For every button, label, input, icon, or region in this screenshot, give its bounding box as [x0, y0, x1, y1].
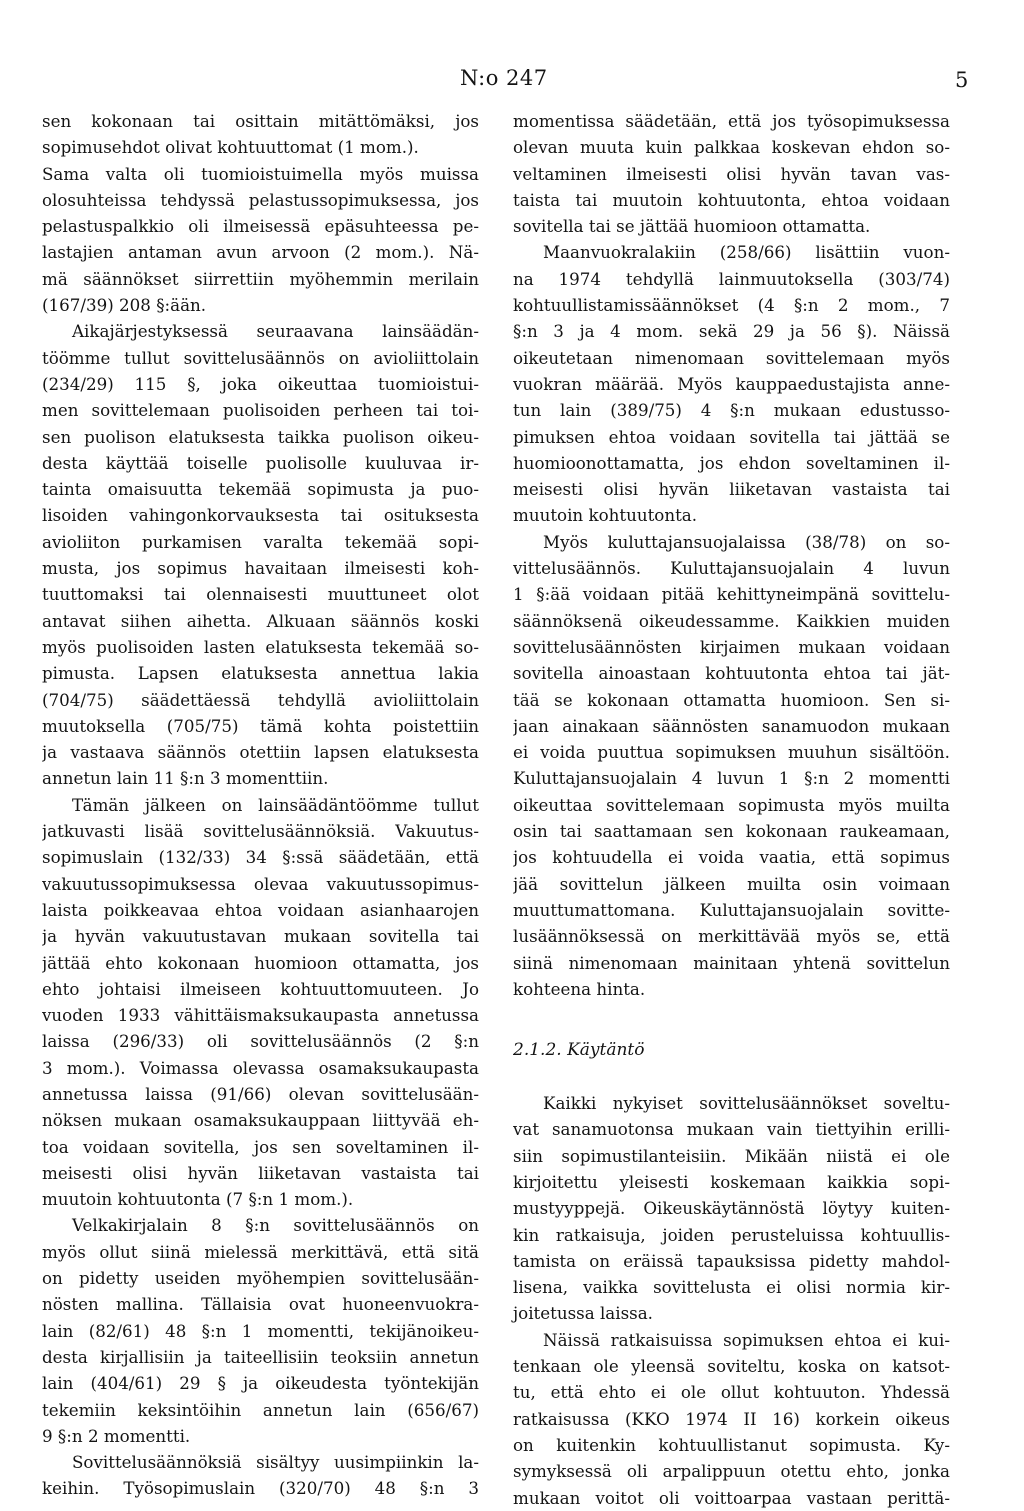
- text-line: Tämän jälkeen on lainsäädäntöömme tullut: [72, 794, 479, 815]
- text-line: na 1974 tehdyllä lainmuutoksella (303/74): [513, 268, 950, 289]
- text-line: sen puolison elatuksesta taikka puolison oikeu-: [42, 426, 479, 447]
- text-line: pelastuspalkkio oli ilmeisessä epäsuhteessa pe-: [42, 216, 479, 237]
- text-line: ja vastaava säännös otettiin lapsen elatuksesta: [42, 742, 479, 763]
- text-line: ratkaisussa (KKO 1974 II 16) korkein oikeus: [513, 1408, 950, 1429]
- text-line: myös ollut siinä mielessä merkittävä, että sitä: [42, 1241, 479, 1262]
- text-line: sovitella tai se jättää huomioon ottamatta.: [513, 216, 871, 237]
- text-line: Kuluttajansuojalain 4 luvun 1 §:n 2 momentti: [513, 768, 950, 789]
- text-line: sovittelusäännösten kirjaimen mukaan voidaan: [513, 636, 950, 657]
- text-line: lain (82/61) 48 §:n 1 momentti, tekijänoikeu-: [42, 1320, 479, 1341]
- text-line: siin sopimustilanteisiin. Mikään niistä ei ole: [513, 1145, 950, 1166]
- text-line: tuuttomaksi tai olennaisesti muuttuneet olot: [42, 584, 479, 605]
- text-line: muutoksella (705/75) tämä kohta poistettiin: [42, 715, 479, 736]
- text-line: muutoin kohtuutonta.: [513, 505, 698, 526]
- text-line: taista tai muutoin kohtuutonta, ehtoa voidaan: [513, 189, 950, 210]
- text-line: siinä nimenomaan mainitaan yhtenä sovittelun: [513, 952, 950, 973]
- text-line: meisesti olisi hyvän liiketavan vastaista tai: [513, 479, 950, 500]
- text-line: lisena, vaikka sovittelusta ei olisi normia kir-: [513, 1277, 950, 1298]
- text-line: muutoin kohtuutonta (7 §:n 1 mom.).: [42, 1189, 354, 1210]
- text-line: Myös kuluttajansuojalaissa (38/78) on so-: [543, 531, 950, 552]
- text-line: tun lain (389/75) 4 §:n mukaan edustusso-: [513, 400, 950, 421]
- text-line: Näissä ratkaisuissa sopimuksen ehtoa ei kui-: [543, 1329, 950, 1350]
- text-line: (704/75) säädettäessä tehdyllä avioliittolain: [42, 689, 479, 710]
- text-line: Sama valta oli tuomioistuimella myös muissa: [42, 163, 479, 184]
- text-line: lusäännöksessä on merkittävää myös se, että: [513, 926, 950, 947]
- text-line: vakuutussopimuksessa olevaa vakuutussopimus-: [42, 873, 479, 894]
- text-line: ei voida puuttua sopimuksen muuhun sisältöön.: [513, 742, 950, 763]
- text-line: joitetussa laissa.: [513, 1303, 653, 1324]
- text-line: mustyyppejä. Oikeuskäytännöstä löytyy kuiten-: [513, 1198, 950, 1219]
- text-line: veltaminen ilmeisesti olisi hyvän tavan vas-: [513, 163, 950, 184]
- text-line: mä säännökset siirrettiin myöhemmin merilain: [42, 268, 479, 289]
- text-line: osin tai saattamaan sen kokonaan raukeamaan,: [513, 821, 950, 842]
- text-line: vuokran määrää. Myös kauppaedustajista anne-: [513, 373, 950, 394]
- text-line: nösten mallina. Tällaisia ovat huoneenvuokra-: [42, 1294, 479, 1315]
- text-line: symyksessä oli arpalippuun otettu ehto, jonka: [513, 1461, 950, 1482]
- text-line: lisoiden vahingonkorvauksesta tai osituksesta: [42, 505, 479, 526]
- text-line: Kaikki nykyiset sovittelusäännökset soveltu-: [543, 1093, 950, 1114]
- text-line: tu, että ehto ei ole ollut kohtuuton. Yhdessä: [513, 1382, 950, 1403]
- text-line: nöksen mukaan osamaksukauppaan liittyvää eh-: [42, 1110, 479, 1131]
- text-line: myös puolisoiden lasten elatuksesta tekemää so-: [42, 636, 479, 657]
- text-line: säännöksenä oikeudessamme. Kaikkien muiden: [513, 610, 950, 631]
- text-line: 1 §:ää voidaan pitää kehittyneimpänä sovittelu-: [513, 584, 950, 605]
- text-line: kirjoitettu yleisesti koskemaan kaikkia sopi-: [513, 1171, 950, 1192]
- text-line: Sovittelusäännöksiä sisältyy uusimpiinkin la-: [72, 1452, 479, 1473]
- text-line: vat sanamuotonsa mukaan vain tiettyihin erilli-: [513, 1119, 950, 1140]
- text-line: (234/29) 115 §, joka oikeuttaa tuomioistui-: [42, 373, 479, 394]
- text-line: musta, jos sopimus havaitaan ilmeisesti koh-: [42, 558, 479, 579]
- text-line: annetun lain 11 §:n 3 momenttiin.: [42, 768, 329, 789]
- text-line: jatkuvasti lisää sovittelusäännöksiä. Vakuutus-: [42, 821, 479, 842]
- text-line: laissa (296/33) oli sovittelusäännös (2 §:n: [42, 1031, 479, 1052]
- text-line: pimuksen ehtoa voidaan sovitella tai jättää se: [513, 426, 950, 447]
- text-line: toa voidaan sovitella, jos sen soveltaminen il-: [42, 1136, 479, 1157]
- text-line: jää sovittelun jälkeen muilta osin voimaan: [513, 873, 950, 894]
- text-line: men sovittelemaan puolisoiden perheen tai toi-: [42, 400, 479, 421]
- text-line: kohteena hinta.: [513, 978, 646, 999]
- text-line: muuttumattomana. Kuluttajansuojalain sovitte-: [513, 899, 950, 920]
- text-line: kin ratkaisuja, joiden perusteluissa kohtuullis-: [513, 1224, 950, 1245]
- text-line: jaan ainakaan säännösten sanamuodon mukaan: [513, 715, 950, 736]
- text-line: tainta omaisuutta tekemää sopimusta ja puo-: [42, 479, 479, 500]
- text-line: vuoden 1933 vähittäismaksukaupasta annetussa: [42, 1005, 479, 1026]
- text-line: oikeutetaan nimenomaan sovittelemaan myös: [513, 347, 950, 368]
- text-line: tää se kokonaan ottamatta huomioon. Sen si-: [513, 689, 950, 710]
- text-line: annetussa laissa (91/66) olevan sovittelusään-: [42, 1083, 479, 1104]
- text-line: 3 mom.). Voimassa olevassa osamaksukaupasta: [42, 1057, 479, 1078]
- text-line: tamista on eräissä tapauksissa pidetty mahdol-: [513, 1250, 950, 1271]
- text-line: sopimusehdot olivat kohtuuttomat (1 mom.).: [42, 137, 419, 158]
- text-line: pimusta. Lapsen elatuksesta annettua lakia: [42, 663, 479, 684]
- text-line: §:n 3 ja 4 mom. sekä 29 ja 56 §). Näissä: [513, 321, 950, 342]
- text-line: sen kokonaan tai osittain mitättömäksi, jos: [42, 111, 479, 131]
- section-heading: 2.1.2. Käytäntö: [513, 1040, 645, 1061]
- text-line: on kuitenkin kohtuullistanut sopimusta. Ky-: [513, 1434, 950, 1455]
- text-line: on pidetty useiden myöhempien sovittelusään-: [42, 1268, 479, 1289]
- text-line: lastajien antaman avun arvoon (2 mom.). Nä-: [42, 242, 479, 263]
- text-line: kohtuullistamissäännökset (4 §:n 2 mom., 7: [513, 295, 950, 316]
- text-line: Maanvuokralakiin (258/66) lisättiin vuon-: [543, 242, 950, 263]
- text-line: lain (404/61) 29 § ja oikeudesta työntekijän: [42, 1373, 479, 1394]
- text-line: tekemiin keksintöihin annetun lain (656/67): [42, 1399, 479, 1420]
- text-line: desta käyttää toiselle puolisolle kuuluvaa ir-: [42, 452, 479, 473]
- right-column-top-text: [513, 108, 950, 1002]
- text-line: sovitella ainoastaan kohtuutonta ehtoa tai jät-: [513, 663, 950, 684]
- text-line: desta kirjallisiin ja taiteellisiin teoksiin annetun: [42, 1346, 479, 1367]
- text-line: 9 §:n 2 momentti.: [42, 1425, 191, 1446]
- text-line: tenkaan ole yleensä soviteltu, koska on katsot-: [513, 1356, 950, 1377]
- text-line: meisesti olisi hyvän liiketavan vastaista tai: [42, 1162, 479, 1183]
- text-line: huomioonottamatta, jos ehdon soveltaminen il-: [513, 452, 950, 473]
- text-line: vittelusäännös. Kuluttajansuojalain 4 luvun: [513, 558, 950, 579]
- text-line: ehto johtaisi ilmeiseen kohtuuttomuuteen. Jo: [42, 978, 479, 999]
- text-line: (167/39) 208 §:ään.: [42, 295, 207, 316]
- text-line: sopimuslain (132/33) 34 §:ssä säädetään, että: [42, 847, 479, 868]
- text-line: momentissa säädetään, että jos työsopimuksessa: [513, 111, 950, 131]
- text-line: laista poikkeavaa ehtoa voidaan asianhaarojen: [42, 899, 479, 920]
- text-line: jättää ehto kokonaan huomioon ottamatta, jos: [42, 952, 479, 973]
- text-line: keihin. Työsopimuslain (320/70) 48 §:n 3: [42, 1478, 479, 1499]
- page-number: 5: [955, 68, 969, 92]
- right-column-bottom-text: [513, 1090, 950, 1511]
- text-line: ja hyvän vakuutustavan mukaan sovitella tai: [42, 926, 479, 947]
- text-line: oikeuttaa sovittelemaan sopimusta myös muilta: [513, 794, 950, 815]
- text-line: Velkakirjalain 8 §:n sovittelusäännös on: [72, 1215, 479, 1236]
- text-line: olosuhteissa tehdyssä pelastussopimuksessa, jos: [42, 189, 479, 210]
- text-line: Aikajärjestyksessä seuraavana lainsäädän-: [72, 321, 479, 342]
- text-line: olevan muuta kuin palkkaa koskevan ehdon so-: [513, 137, 950, 158]
- text-line: antavat siihen aihetta. Alkuaan säännös koski: [42, 610, 479, 631]
- text-line: jos kohtuudella ei voida vaatia, että sopimus: [513, 847, 950, 868]
- text-line: töömme tullut sovittelusäännös on avioliittolain: [42, 347, 479, 368]
- left-column: [42, 108, 479, 1502]
- text-line: avioliiton purkamisen varalta tekemää sopi-: [42, 531, 479, 552]
- right-column: [513, 108, 950, 1511]
- document-number: N:o 247: [460, 66, 548, 90]
- text-line: mukaan voitot oli voittoarpaa vastaan perittä-: [513, 1487, 950, 1508]
